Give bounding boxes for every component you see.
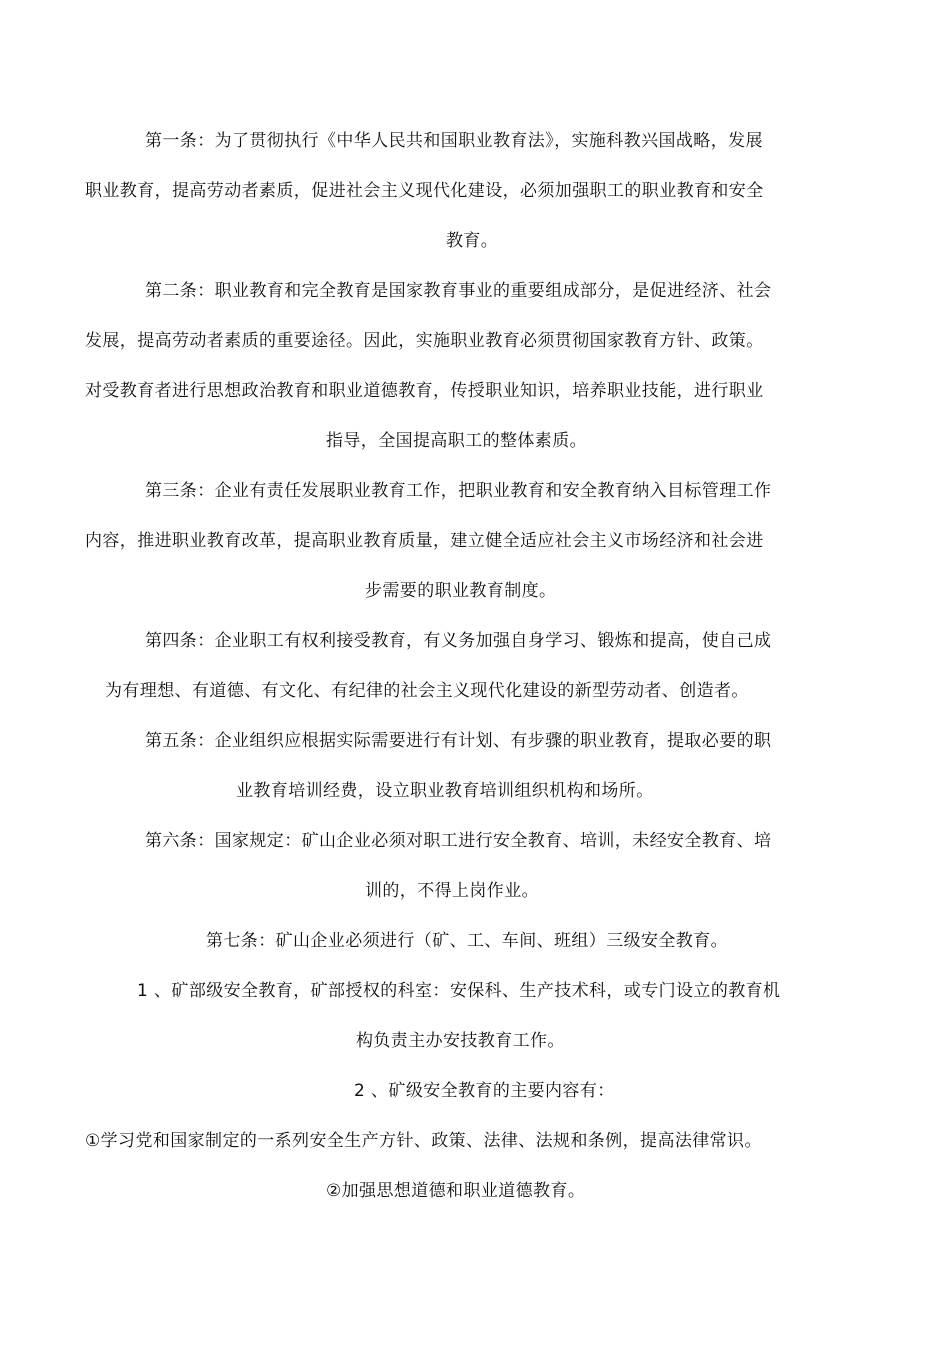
article-3-line-3: 步需要的职业教育制度。 <box>365 581 557 601</box>
article-2-line-3: 对受教育者进行思想政治教育和职业道德教育，传授职业知识，培养职业技能，进行职业 <box>85 381 764 401</box>
article-2-line-1: 第二条：职业教育和完全教育是国家教育事业的重要组成部分，是促进经济、社会 <box>145 281 772 301</box>
article-1-line-3: 教育。 <box>446 231 499 251</box>
article-4-line-1: 第四条：企业职工有权利接受教育，有义务加强自身学习、锻炼和提高，使自己成 <box>145 631 772 651</box>
article-5-line-2: 业教育培训经费，设立职业教育培训组织机构和场所。 <box>236 781 654 801</box>
article-1-line-1: 第一条：为了贯彻执行《中华人民共和国职业教育法》，实施科教兴国战略，发展 <box>145 131 763 151</box>
article-7-line-1: 第七条：矿山企业必须进行（矿、工、车间、班组）三级安全教育。 <box>206 931 728 951</box>
item-1-line-2: 构负责主办安技教育工作。 <box>356 1031 565 1051</box>
article-5-line-1: 第五条：企业组织应根据实际需要进行有计划、有步骤的职业教育，提取必要的职 <box>145 731 772 751</box>
article-6-line-2: 训的，不得上岗作业。 <box>365 881 539 901</box>
item-2-heading: 2 、矿级安全教育的主要内容有： <box>354 1081 615 1101</box>
article-2-line-2: 发展，提高劳动者素质的重要途径。因此，实施职业教育必须贯彻国家教育方针、政策。 <box>85 331 764 351</box>
article-6-line-1: 第六条：国家规定：矿山企业必须对职工进行安全教育、培训，未经安全教育、培 <box>145 831 772 851</box>
item-2-point-2: ②加强思想道德和职业道德教育。 <box>326 1181 586 1201</box>
article-3-line-1: 第三条：企业有责任发展职业教育工作，把职业教育和安全教育纳入目标管理工作 <box>145 481 772 501</box>
article-4-line-2: 为有理想、有道德、有文化、有纪律的社会主义现代化建设的新型劳动者、创造者。 <box>105 681 749 701</box>
article-3-line-2: 内容，推进职业教育改革，提高职业教育质量，建立健全适应社会主义市场经济和社会进 <box>85 531 764 551</box>
item-1-line-1: 1 、矿部级安全教育，矿部授权的科室：安保科、生产技术科，或专门设立的教育机 <box>137 981 781 1001</box>
item-2-point-1: ①学习党和国家制定的一系列安全生产方针、政策、法律、法规和条例，提高法律常识。 <box>85 1131 762 1151</box>
article-2-line-4: 指导，全国提高职工的整体素质。 <box>326 431 587 451</box>
article-1-line-2: 职业教育，提高劳动者素质，促进社会主义现代化建设，必须加强职工的职业教育和安全 <box>85 181 764 201</box>
